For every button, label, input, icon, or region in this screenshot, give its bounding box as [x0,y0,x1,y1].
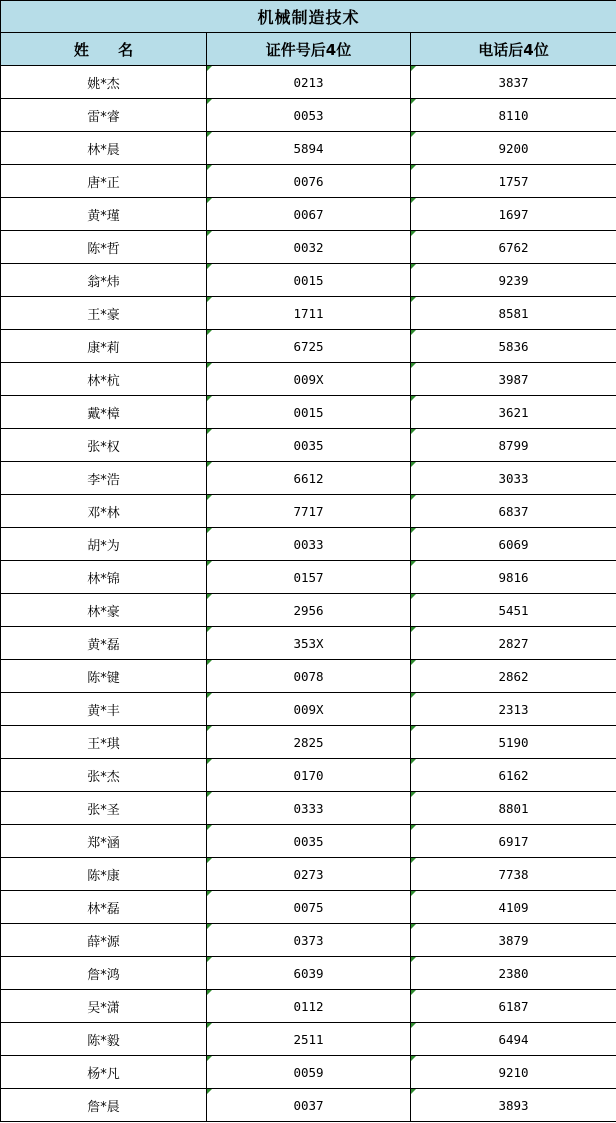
table-row [1,330,616,363]
error-indicator-icon[interactable] [411,528,416,533]
cell-id-last4[interactable] [207,1023,411,1056]
cell-id-last4-value: 0075 [293,899,324,915]
error-indicator-icon[interactable] [411,330,416,335]
cell-phone-last4-value: 2313 [498,701,529,717]
cell-id-last4[interactable] [207,825,411,858]
error-indicator-icon[interactable] [207,759,212,764]
table-row [1,726,616,759]
cell-id-last4[interactable] [207,627,411,660]
error-indicator-icon[interactable] [207,1056,212,1061]
cell-id-last4-value: 0213 [293,74,324,90]
cell-id-last4-value: 0076 [293,173,324,189]
cell-phone-last4-value: 7738 [498,866,529,882]
table-row [1,231,616,264]
cell-phone-last4[interactable] [411,330,616,363]
cell-phone-last4[interactable] [411,198,616,231]
error-indicator-icon[interactable] [207,231,212,236]
cell-phone-last4[interactable] [411,462,616,495]
cell-name[interactable]: 雷*睿 [1,99,207,132]
cell-phone-last4[interactable] [411,429,616,462]
error-indicator-icon[interactable] [207,792,212,797]
cell-phone-last4-value: 3837 [498,74,529,90]
cell-phone-last4[interactable] [411,1056,616,1089]
cell-id-last4[interactable] [207,495,411,528]
cell-id-last4-value: 0037 [293,1097,324,1113]
table-row [1,429,616,462]
cell-id-last4-value: 0067 [293,206,324,222]
cell-id-last4[interactable] [207,297,411,330]
cell-name[interactable]: 邓*林 [1,495,207,528]
cell-phone-last4-value: 4109 [498,899,529,915]
cell-id-last4-value: 0033 [293,536,324,552]
error-indicator-icon[interactable] [411,363,416,368]
cell-phone-last4[interactable] [411,858,616,891]
error-indicator-icon[interactable] [207,726,212,731]
cell-phone-last4-value: 6162 [498,767,529,783]
table-row [1,693,616,726]
cell-id-last4-value: 353X [293,635,324,651]
cell-phone-last4-value: 1757 [498,173,529,189]
cell-id-last4[interactable] [207,231,411,264]
cell-id-last4-value: 0373 [293,932,324,948]
table-row [1,495,616,528]
table-row [1,396,616,429]
cell-phone-last4-value: 6494 [498,1031,529,1047]
error-indicator-icon[interactable] [207,957,212,962]
header-row [1,33,616,66]
table-row [1,132,616,165]
error-indicator-icon[interactable] [411,198,416,203]
error-indicator-icon[interactable] [411,858,416,863]
title-row [1,1,616,33]
error-indicator-icon[interactable] [411,297,416,302]
cell-phone-last4-value: 3621 [498,404,529,420]
error-indicator-icon[interactable] [411,990,416,995]
cell-phone-last4[interactable] [411,231,616,264]
cell-phone-last4[interactable] [411,627,616,660]
cell-id-last4[interactable] [207,1056,411,1089]
table-row [1,759,616,792]
table-row [1,462,616,495]
error-indicator-icon[interactable] [411,429,416,434]
cell-id-last4[interactable] [207,396,411,429]
cell-phone-last4[interactable] [411,957,616,990]
cell-phone-last4-value: 8581 [498,305,529,321]
cell-name[interactable]: 唐*正 [1,165,207,198]
error-indicator-icon[interactable] [207,429,212,434]
error-indicator-icon[interactable] [207,462,212,467]
cell-name[interactable]: 李*浩 [1,462,207,495]
column-header-phone-last4[interactable]: 电话后4位 [411,33,616,66]
table-row [1,660,616,693]
error-indicator-icon[interactable] [207,99,212,104]
cell-id-last4-value: 2825 [293,734,324,750]
cell-id-last4[interactable] [207,363,411,396]
error-indicator-icon[interactable] [207,132,212,137]
cell-phone-last4-value: 9239 [498,272,529,288]
cell-name[interactable]: 王*豪 [1,297,207,330]
cell-name[interactable]: 康*莉 [1,330,207,363]
cell-id-last4-value: 0059 [293,1064,324,1080]
cell-id-last4-value: 1711 [293,305,324,321]
cell-phone-last4-value: 6917 [498,833,529,849]
cell-phone-last4-value: 2862 [498,668,529,684]
error-indicator-icon[interactable] [411,132,416,137]
cell-id-last4[interactable] [207,990,411,1023]
error-indicator-icon[interactable] [207,693,212,698]
cell-phone-last4-value: 3879 [498,932,529,948]
cell-id-last4[interactable] [207,99,411,132]
cell-id-last4-value: 009X [293,371,324,387]
table-row [1,594,616,627]
cell-id-last4[interactable] [207,957,411,990]
cell-name[interactable]: 詹*晨 [1,1089,207,1122]
table-row [1,99,616,132]
table-row [1,858,616,891]
cell-id-last4-value: 009X [293,701,324,717]
error-indicator-icon[interactable] [207,924,212,929]
cell-name[interactable]: 陈*哲 [1,231,207,264]
cell-id-last4[interactable] [207,429,411,462]
cell-phone-last4[interactable] [411,99,616,132]
cell-id-last4-value: 0053 [293,107,324,123]
table-row [1,1056,616,1089]
cell-name[interactable]: 张*圣 [1,792,207,825]
error-indicator-icon[interactable] [207,858,212,863]
cell-id-last4-value: 2511 [293,1031,324,1047]
cell-id-last4-value: 0170 [293,767,324,783]
cell-id-last4-value: 0015 [293,404,324,420]
error-indicator-icon[interactable] [411,693,416,698]
cell-id-last4-value: 0078 [293,668,324,684]
cell-phone-last4[interactable] [411,825,616,858]
cell-name[interactable]: 王*琪 [1,726,207,759]
column-header-name[interactable]: 姓 名 [1,33,207,66]
cell-name[interactable]: 姚*杰 [1,66,207,99]
cell-name[interactable]: 杨*凡 [1,1056,207,1089]
cell-id-last4[interactable] [207,792,411,825]
table-row [1,1089,616,1122]
error-indicator-icon[interactable] [411,759,416,764]
cell-phone-last4[interactable] [411,561,616,594]
cell-name[interactable]: 林*杭 [1,363,207,396]
error-indicator-icon[interactable] [411,594,416,599]
error-indicator-icon[interactable] [207,1023,212,1028]
cell-id-last4[interactable] [207,594,411,627]
error-indicator-icon[interactable] [207,990,212,995]
cell-name[interactable]: 陈*康 [1,858,207,891]
error-indicator-icon[interactable] [207,495,212,500]
cell-id-last4[interactable] [207,759,411,792]
cell-id-last4-value: 6612 [293,470,324,486]
error-indicator-icon[interactable] [411,561,416,566]
table-row [1,924,616,957]
cell-phone-last4[interactable] [411,990,616,1023]
error-indicator-icon[interactable] [207,660,212,665]
error-indicator-icon[interactable] [207,561,212,566]
cell-phone-last4-value: 2827 [498,635,529,651]
cell-phone-last4[interactable] [411,66,616,99]
cell-phone-last4-value: 5451 [498,602,529,618]
cell-phone-last4[interactable] [411,726,616,759]
cell-id-last4[interactable] [207,132,411,165]
cell-name[interactable]: 翁*炜 [1,264,207,297]
cell-phone-last4[interactable] [411,924,616,957]
cell-phone-last4[interactable] [411,693,616,726]
cell-id-last4-value: 0157 [293,569,324,585]
table-row [1,528,616,561]
cell-phone-last4[interactable] [411,594,616,627]
cell-phone-last4-value: 5190 [498,734,529,750]
cell-phone-last4[interactable] [411,165,616,198]
error-indicator-icon[interactable] [411,462,416,467]
cell-id-last4[interactable] [207,66,411,99]
cell-phone-last4[interactable] [411,528,616,561]
error-indicator-icon[interactable] [411,957,416,962]
cell-phone-last4[interactable] [411,264,616,297]
error-indicator-icon[interactable] [411,1089,416,1094]
cell-phone-last4[interactable] [411,660,616,693]
table-row [1,891,616,924]
error-indicator-icon[interactable] [411,99,416,104]
table-row [1,363,616,396]
cell-id-last4-value: 7717 [293,503,324,519]
cell-phone-last4-value: 6187 [498,998,529,1014]
cell-id-last4[interactable] [207,924,411,957]
error-indicator-icon[interactable] [411,660,416,665]
cell-name[interactable]: 张*权 [1,429,207,462]
table-row [1,297,616,330]
cell-id-last4-value: 0112 [293,998,324,1014]
cell-id-last4-value: 0015 [293,272,324,288]
cell-name[interactable]: 林*豪 [1,594,207,627]
cell-phone-last4-value: 1697 [498,206,529,222]
error-indicator-icon[interactable] [411,495,416,500]
error-indicator-icon[interactable] [411,891,416,896]
cell-phone-last4[interactable] [411,495,616,528]
error-indicator-icon[interactable] [207,594,212,599]
cell-phone-last4-value: 3893 [498,1097,529,1113]
cell-id-last4[interactable] [207,726,411,759]
table-row [1,561,616,594]
error-indicator-icon[interactable] [207,165,212,170]
cell-id-last4-value: 0035 [293,437,324,453]
cell-id-last4[interactable] [207,165,411,198]
cell-phone-last4-value: 6069 [498,536,529,552]
error-indicator-icon[interactable] [207,198,212,203]
cell-name[interactable]: 郑*涵 [1,825,207,858]
table-row [1,957,616,990]
cell-id-last4[interactable] [207,528,411,561]
cell-id-last4[interactable] [207,330,411,363]
cell-phone-last4[interactable] [411,396,616,429]
cell-phone-last4-value: 2380 [498,965,529,981]
error-indicator-icon[interactable] [411,726,416,731]
cell-phone-last4-value: 9816 [498,569,529,585]
error-indicator-icon[interactable] [411,231,416,236]
error-indicator-icon[interactable] [411,66,416,71]
error-indicator-icon[interactable] [207,396,212,401]
cell-id-last4-value: 0032 [293,239,324,255]
error-indicator-icon[interactable] [411,924,416,929]
error-indicator-icon[interactable] [207,66,212,71]
error-indicator-icon[interactable] [411,165,416,170]
table-row [1,165,616,198]
cell-id-last4-value: 0035 [293,833,324,849]
cell-name[interactable]: 戴*樟 [1,396,207,429]
error-indicator-icon[interactable] [411,825,416,830]
table-row [1,1023,616,1056]
column-header-id-last4[interactable]: 证件号后4位 [207,33,411,66]
cell-phone-last4-value: 3987 [498,371,529,387]
error-indicator-icon[interactable] [207,264,212,269]
cell-id-last4[interactable] [207,264,411,297]
error-indicator-icon[interactable] [411,1056,416,1061]
cell-phone-last4[interactable] [411,1089,616,1122]
cell-name[interactable]: 林*锦 [1,561,207,594]
error-indicator-icon[interactable] [207,1089,212,1094]
table-body [1,66,616,1122]
cell-phone-last4-value: 6837 [498,503,529,519]
cell-id-last4[interactable] [207,858,411,891]
sheet-title[interactable]: 机械制造技术 [1,1,616,33]
cell-name[interactable]: 林*晨 [1,132,207,165]
cell-phone-last4-value: 5836 [498,338,529,354]
cell-id-last4[interactable] [207,561,411,594]
cell-phone-last4[interactable] [411,891,616,924]
cell-name[interactable]: 薛*源 [1,924,207,957]
cell-phone-last4[interactable] [411,792,616,825]
cell-id-last4[interactable] [207,693,411,726]
cell-id-last4-value: 0333 [293,800,324,816]
table-row [1,825,616,858]
cell-id-last4[interactable] [207,198,411,231]
error-indicator-icon[interactable] [207,825,212,830]
cell-id-last4-value: 6725 [293,338,324,354]
cell-id-last4[interactable] [207,462,411,495]
error-indicator-icon[interactable] [207,891,212,896]
cell-name[interactable]: 黄*瑾 [1,198,207,231]
cell-id-last4-value: 5894 [293,140,324,156]
cell-name[interactable]: 陈*键 [1,660,207,693]
cell-phone-last4[interactable] [411,1023,616,1056]
error-indicator-icon[interactable] [411,1023,416,1028]
error-indicator-icon[interactable] [411,264,416,269]
cell-id-last4-value: 2956 [293,602,324,618]
cell-name[interactable]: 张*杰 [1,759,207,792]
cell-id-last4[interactable] [207,660,411,693]
table-row [1,627,616,660]
cell-name[interactable]: 陈*毅 [1,1023,207,1056]
cell-phone-last4-value: 3033 [498,470,529,486]
error-indicator-icon[interactable] [411,792,416,797]
cell-phone-last4-value: 9210 [498,1064,529,1080]
error-indicator-icon[interactable] [207,330,212,335]
error-indicator-icon[interactable] [411,396,416,401]
table-row [1,792,616,825]
cell-phone-last4[interactable] [411,363,616,396]
error-indicator-icon[interactable] [411,627,416,632]
cell-name[interactable]: 吴*潇 [1,990,207,1023]
table-row [1,66,616,99]
cell-name[interactable]: 林*磊 [1,891,207,924]
cell-phone-last4[interactable] [411,759,616,792]
cell-phone-last4-value: 8799 [498,437,529,453]
table-row [1,198,616,231]
cell-phone-last4-value: 9200 [498,140,529,156]
table-row [1,264,616,297]
cell-id-last4-value: 0273 [293,866,324,882]
cell-name[interactable]: 黄*磊 [1,627,207,660]
error-indicator-icon[interactable] [207,297,212,302]
cell-name[interactable]: 詹*鸿 [1,957,207,990]
table-row [1,990,616,1023]
cell-id-last4[interactable] [207,891,411,924]
cell-phone-last4[interactable] [411,132,616,165]
cell-phone-last4-value: 8801 [498,800,529,816]
error-indicator-icon[interactable] [207,627,212,632]
error-indicator-icon[interactable] [207,363,212,368]
cell-phone-last4-value: 6762 [498,239,529,255]
cell-id-last4-value: 6039 [293,965,324,981]
cell-name[interactable]: 黄*丰 [1,693,207,726]
cell-phone-last4[interactable] [411,297,616,330]
cell-id-last4[interactable] [207,1089,411,1122]
cell-phone-last4-value: 8110 [498,107,529,123]
error-indicator-icon[interactable] [207,528,212,533]
cell-name[interactable]: 胡*为 [1,528,207,561]
